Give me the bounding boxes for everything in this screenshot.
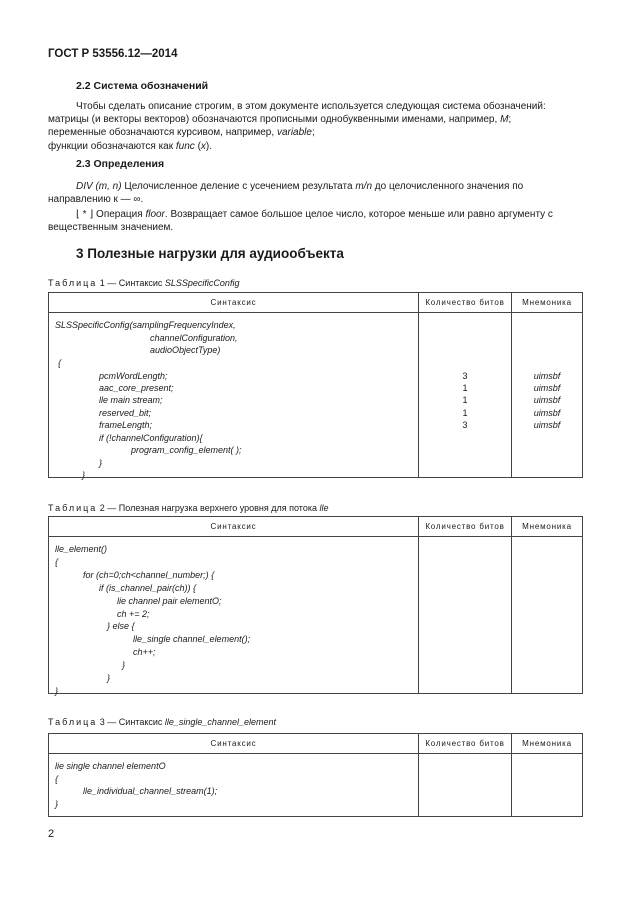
bits-value: 3 <box>462 420 468 430</box>
code-line: } <box>107 673 111 683</box>
code-line: aac_core_present; <box>99 383 174 393</box>
table-2-mnemonic-cell <box>512 537 583 694</box>
section-3-title: 3 Полезные нагрузки для аудиообъекта <box>76 246 344 261</box>
code-line: } <box>122 660 126 670</box>
code-line: lle_element() <box>55 544 108 554</box>
code-line: if (is_channel_pair(ch)) { <box>99 583 197 593</box>
section-2-2-line-4: функции обозначаются как func (x). <box>48 141 213 152</box>
page-number: 2 <box>48 828 55 840</box>
code-line: channelConfiguration, <box>150 333 238 343</box>
table-1-header-bits: Количество битов <box>419 293 512 313</box>
table-3-header-mnemonic: Мнемоника <box>512 734 583 754</box>
section-2-2-line-3: переменные обозначаются курсивом, например, variable; <box>48 127 315 138</box>
code-line: lie channel pair elementO; <box>117 596 222 606</box>
code-line: } <box>55 799 59 809</box>
code-line: lle_individual_channel_stream(1); <box>83 786 218 796</box>
table-2-header-bits: Количество битов <box>419 517 512 537</box>
section-2-2-title: 2.2 Система обозначений <box>76 80 209 92</box>
table-3-mnemonic-cell <box>512 754 583 817</box>
code-line: } <box>99 458 103 468</box>
table-1-mnemonic-cell <box>512 313 583 478</box>
table-1-header-syntax: Синтаксис <box>49 293 419 313</box>
code-line: { <box>55 557 59 567</box>
floor-definition-line-1: ⌊ * ⌋ Операция floor. Возвращает самое большое целое число, которое меньше или равно аргументу с <box>76 209 553 220</box>
code-line: if (!channelConfiguration){ <box>99 433 203 443</box>
table-1-header-mnemonic: Мнемоника <box>512 293 583 313</box>
code-line: program_config_element( ); <box>131 445 242 455</box>
code-line: { <box>55 774 59 784</box>
mnemonic-value: uimsbf <box>533 371 561 381</box>
code-line: lie single channel elementO <box>55 761 166 771</box>
code-line: lle_single channel_element(); <box>133 634 251 644</box>
table-3-header-bits: Количество битов <box>419 734 512 754</box>
floor-definition-line-2: вещественным значением. <box>48 222 174 233</box>
section-2-3-title: 2.3 Определения <box>76 158 165 170</box>
div-definition-line-1: DIV (m, n) Целочисленное деление с усечением результата m/n до целочисленного значения по <box>76 181 524 192</box>
table-3 <box>48 733 583 817</box>
table-3-syntax-cell <box>49 754 419 817</box>
table-2-syntax-cell <box>49 537 419 694</box>
div-definition-line-2: направлению к — ∞. <box>48 194 144 205</box>
bits-value: 1 <box>462 408 468 418</box>
code-line: ch += 2; <box>117 609 150 619</box>
code-line: } <box>55 686 59 696</box>
table-3-caption: Таблица 3 — Синтаксис lle_single_channel_element <box>48 717 276 727</box>
table-3-header-syntax: Синтаксис <box>49 734 419 754</box>
bits-value: 1 <box>462 383 468 393</box>
table-3-bits-cell <box>419 754 512 817</box>
code-line: reserved_bit; <box>99 408 152 418</box>
code-line: { <box>58 358 62 368</box>
table-2-caption: Таблица 2 — Полезная нагрузка верхнего уровня для потока lle <box>48 503 329 513</box>
table-2-bits-cell <box>419 537 512 694</box>
code-line: ch++; <box>133 647 156 657</box>
code-line: SLSSpecificConfig(samplingFrequencyIndex, <box>55 320 236 330</box>
bits-value: 1 <box>462 395 468 405</box>
section-2-2-line-1: Чтобы сделать описание строгим, в этом документе используется следующая система обозначений: <box>76 101 546 112</box>
code-line: for (ch=0;ch<channel_number;) { <box>83 570 215 580</box>
code-line: pcmWordLength; <box>99 371 168 381</box>
table-1-bits-cell <box>419 313 512 478</box>
code-line: frameLength; <box>99 420 153 430</box>
table-1 <box>48 292 583 478</box>
table-2-header-syntax: Синтаксис <box>49 517 419 537</box>
table-1-caption: Таблица 1 — Синтаксис SLSSpecificConfig <box>48 278 240 288</box>
floor-symbol: ⌊ * ⌋ <box>76 209 94 220</box>
code-line: } else { <box>107 621 135 631</box>
code-line: audioObjectType) <box>150 345 221 355</box>
mnemonic-value: uimsbf <box>533 395 561 405</box>
mnemonic-value: uimsbf <box>533 408 561 418</box>
mnemonic-value: uimsbf <box>533 420 561 430</box>
table-2-header-mnemonic: Мнемоника <box>512 517 583 537</box>
table-2 <box>48 516 583 694</box>
document-header: ГОСТ Р 53556.12—2014 <box>48 48 178 60</box>
bits-value: 3 <box>462 371 468 381</box>
section-2-2-line-2: матрицы (и векторы векторов) обозначаются прописными однобуквенными именами, например, M; <box>48 114 512 125</box>
code-line: } <box>82 470 86 480</box>
mnemonic-value: uimsbf <box>533 383 561 393</box>
table-1-syntax-cell <box>49 313 419 478</box>
code-line: lle main stream; <box>99 395 163 405</box>
